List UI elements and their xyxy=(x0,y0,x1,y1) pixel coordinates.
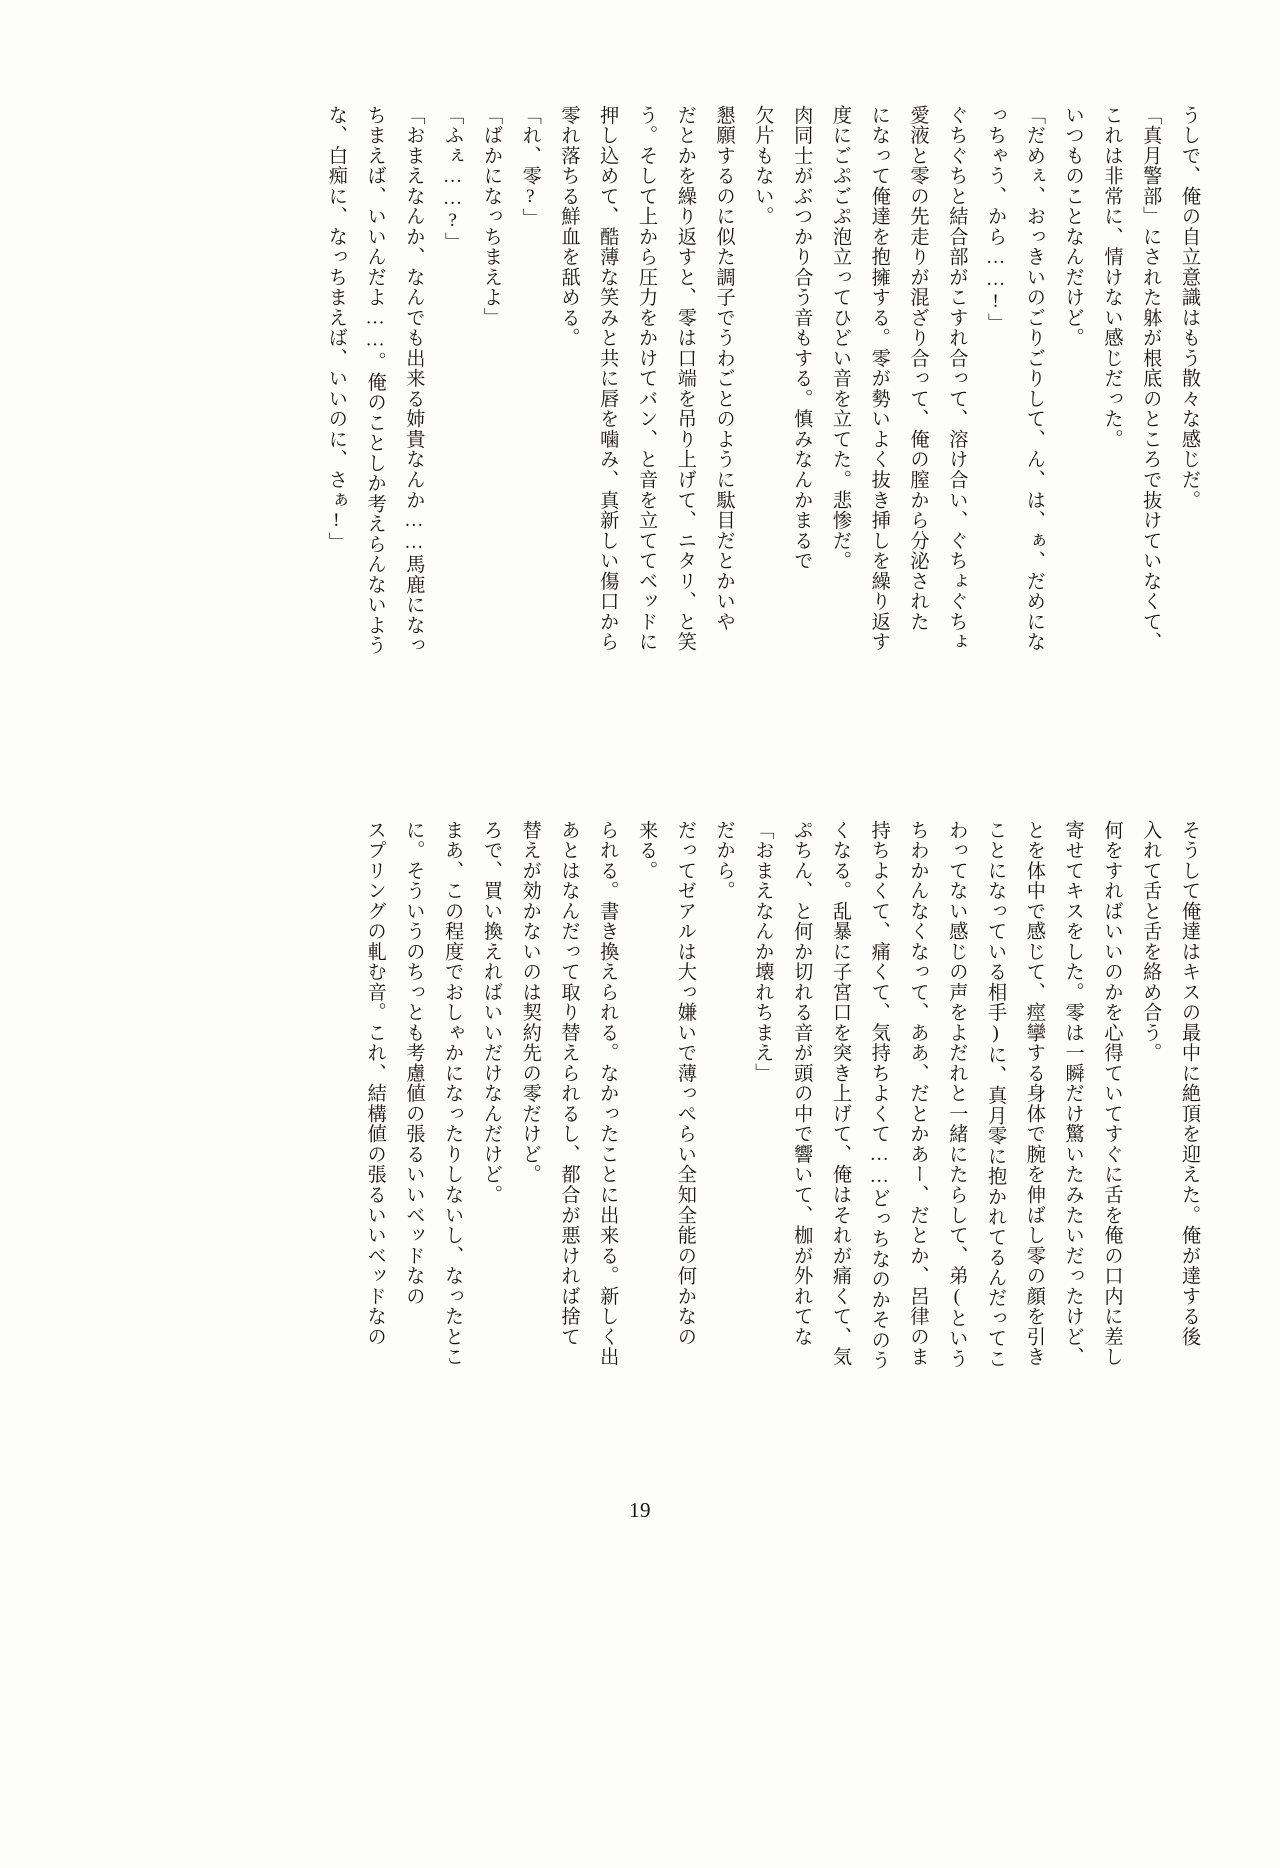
body-text-top-line: いつものことなんだけど。 xyxy=(1062,105,1084,349)
body-text-top-line: 「真月警部」にされた躰が根底のところで抜けていなくて、 xyxy=(1140,105,1162,652)
text-block-bottom xyxy=(108,820,1208,1480)
body-text-bottom-line: ことになっている相手)に、真月零に抱かれてるんだってこ xyxy=(985,820,1007,1369)
body-text-bottom-line: だってゼアルは大っ嫌いで薄っぺらい全知全能の何かなの xyxy=(674,820,696,1347)
body-text-bottom-line: 持ちよくて、痛くて、気持ちよくて……どっちなのかそのう xyxy=(868,820,890,1371)
body-text-bottom-line: そうして俺達はキスの最中に絶頂を迎えた。俺が達する後 xyxy=(1179,820,1200,1347)
body-text-top-line: 愛液と零の先走りが混ざり合って、俺の膣から分泌された xyxy=(907,105,929,632)
body-text-top-line: 欠片もない。 xyxy=(752,105,774,227)
body-text-bottom-line: とを体中で感じて、痙攣する身体で腕を伸ばし零の顔を引き xyxy=(1023,820,1045,1367)
body-text-bottom-line: くなる。乱暴に子宮口を突き上げて、俺はそれが痛くて、気 xyxy=(829,820,851,1367)
body-text-top-line: 零れ落ちる鮮血を舐める。 xyxy=(558,105,580,349)
body-text-bottom-line: 替えが効かないのは契約先の零だけど。 xyxy=(519,820,541,1185)
body-text-bottom-line: ちわかんなくなって、ああ、だとかあー、だとか、呂律のま xyxy=(907,820,929,1367)
body-text-top-line: 「ふぇ……?」 xyxy=(442,105,464,253)
body-text-top-line: これは非常に、情けない感じだった。 xyxy=(1101,105,1123,450)
body-text-top-line: 「ばかになっちまえよ」 xyxy=(480,105,502,328)
body-text-top-line: う。そして上から圧力をかけてバン、と音を立ててベッドに xyxy=(636,105,658,652)
body-text-bottom-line: 来る。 xyxy=(636,820,658,881)
page-number: 19 xyxy=(629,1498,651,1522)
body-text-bottom-line: られる。書き換えられる。なかったことに出来る。新しく出 xyxy=(597,820,619,1367)
body-text-bottom-line: スプリングの軋む音。これ、結構値の張るいいベッドなの xyxy=(364,820,386,1347)
body-text-top-line: 「れ、零?」 xyxy=(519,105,541,229)
body-text-top-line: うしで、俺の自立意識はもう散々な感じだ。 xyxy=(1179,105,1200,511)
body-text-top-line: 度にごぷごぷ泡立ってひどい音を立てた。悲惨だ。 xyxy=(829,105,851,571)
body-text-bottom-line: ぷちん、と何か切れる音が頭の中で響いて、枷が外れてな xyxy=(791,820,813,1347)
body-text-top-line: だとかを繰り返すと、零は口端を吊り上げて、ニタリ、と笑 xyxy=(674,105,696,652)
body-text-top-line: っちゃう、から……!」 xyxy=(985,105,1007,334)
body-text-bottom-line: ろで、買い換えればいいだけなんだけど。 xyxy=(480,820,502,1205)
body-text-top-line: になって俺達を抱擁する。零が勢いよく抜き挿しを繰り返す xyxy=(868,105,890,652)
body-text-top-line: ちまえば、いいんだよ……。俺のことしか考えらんないよう xyxy=(364,105,386,656)
body-text-bottom-line: まあ、この程度でおしゃかになったりしないし、なったとこ xyxy=(442,820,464,1367)
body-text-top-line: 「だめぇ、おっきいのごりごりして、ん、は、ぁ、だめにな xyxy=(1023,105,1045,652)
body-text-bottom-line: 寄せてキスをした。零は一瞬だけ驚いたみたいだったけど、 xyxy=(1062,820,1084,1367)
body-text-bottom-line: 「おまえなんか壊れちまえ」 xyxy=(752,820,774,1084)
body-text-top-line: 押し込めて、酷薄な笑みと共に唇を噛み、真新しい傷口から xyxy=(597,105,619,652)
body-text-top-line: な、白痴に、なっちまえば、いいのに、さぁ!」 xyxy=(325,105,347,553)
text-block-top xyxy=(108,105,1208,765)
body-text-bottom-line: わってない感じの声をよだれと一緒にたらして、弟(という xyxy=(946,820,968,1369)
body-text-bottom-line: あとはなんだって取り替えられるし、都合が悪ければ捨て xyxy=(558,820,580,1347)
body-text-bottom-line: 何をすればいいのかを心得ていてすぐに舌を俺の口内に差し xyxy=(1101,820,1123,1367)
body-text-top-line: ぐちぐちと結合部がこすれ合って、溶け合い、ぐちょぐちょ xyxy=(946,105,968,652)
body-text-bottom-line: 入れて舌と舌を絡め合う。 xyxy=(1140,820,1162,1064)
body-text-top-line: 肉同士がぶつかり合う音もする。慎みなんかまるで xyxy=(791,105,813,571)
body-text-bottom-line: だから。 xyxy=(713,820,735,902)
body-text-top-line: 懇願するのに似た調子でうわごとのように駄目だとかいや xyxy=(713,105,735,632)
body-text-top-line: 「おまえなんか、なんでも出来る姉貴なんか……馬鹿になっ xyxy=(403,105,425,656)
body-text-bottom-line: に。そういうのちっとも考慮値の張るいいベッドなの xyxy=(403,820,425,1307)
